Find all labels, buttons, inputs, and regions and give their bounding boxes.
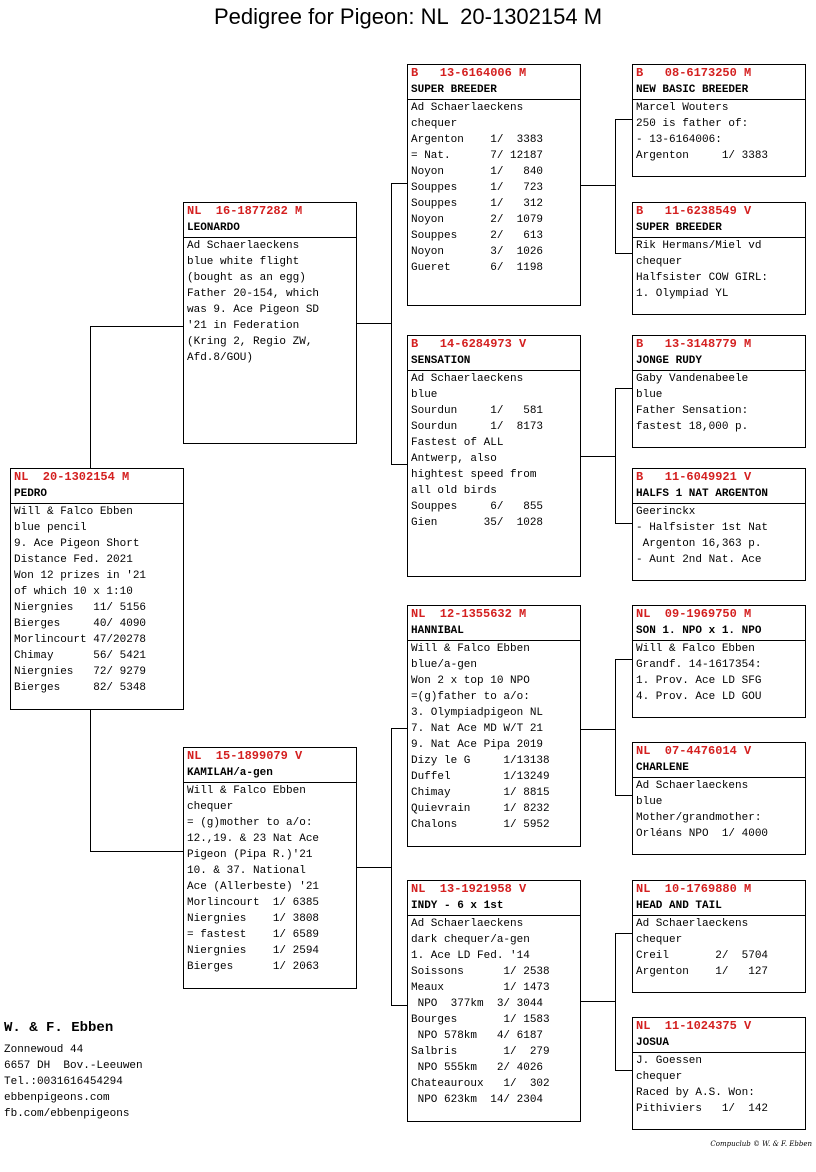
pigeon-detail-line: Pithiviers 1/ 142 (636, 1103, 769, 1115)
pigeon-name: INDY - 6 x 1st (408, 898, 580, 916)
pigeon-details (633, 916, 805, 980)
pigeon-name: CHARLENE (633, 760, 805, 778)
pigeon-details (408, 100, 580, 276)
pigeon-detail-line: chequer (636, 1071, 683, 1083)
pigeon-detail-line: Will & Falco Ebben (636, 643, 755, 655)
pigeon-detail-line: Will & Falco Ebben (187, 785, 306, 797)
pigeon-card-sire (183, 202, 357, 444)
ring-number: B 14-6284973 V (411, 337, 527, 351)
pigeon-detail-line: 4. Prov. Ace LD GOU (636, 691, 762, 703)
pigeon-detail-line: was 9. Ace Pigeon SD (187, 304, 320, 316)
pigeon-detail-line: Will & Falco Ebben (14, 506, 133, 518)
pigeon-detail-line: Creil 2/ 5704 (636, 950, 769, 962)
pigeon-detail-line: Bierges 1/ 2063 (187, 961, 320, 973)
pigeon-name: LEONARDO (184, 220, 356, 238)
pigeon-detail-line: Morlincourt 1/ 6385 (187, 897, 320, 909)
breeder-city: 6657 DH Bov.-Leeuwen (4, 1060, 143, 1072)
pigeon-detail-line: chequer (411, 118, 458, 130)
pigeon-details (633, 100, 805, 164)
pigeon-detail-line: Ace (Allerbeste) '21 (187, 881, 320, 893)
pigeon-card-sire-dam (407, 335, 581, 577)
pigeon-detail-line: Ad Schaerlaeckens (187, 240, 300, 252)
pigeon-card-dam-dam (407, 880, 581, 1122)
pigeon-detail-line: Argenton 1/ 3383 (636, 150, 769, 162)
pigeon-detail-line: Bourges 1/ 1583 (411, 1014, 550, 1026)
pigeon-detail-line: (Kring 2, Regio ZW, (187, 336, 313, 348)
breeder-website: ebbenpigeons.com (4, 1092, 110, 1104)
pigeon-details (408, 916, 580, 1108)
pigeon-detail-line: 7. Nat Ace MD W/T 21 (411, 723, 544, 735)
pigeon-details (408, 371, 580, 531)
pigeon-detail-line: Duffel 1/13249 (411, 771, 550, 783)
pigeon-detail-line: (bought as an egg) (187, 272, 306, 284)
pigeon-detail-line: blue (636, 796, 663, 808)
pigeon-detail-line: Noyon 3/ 1026 (411, 246, 544, 258)
pigeon-detail-line: - 13-6164006: (636, 134, 722, 146)
pigeon-detail-line: NPO 578km 4/ 6187 (411, 1030, 544, 1042)
pigeon-details (633, 371, 805, 435)
pigeon-detail-line: Mother/grandmother: (636, 812, 762, 824)
pigeon-card-ggp-8 (632, 1017, 806, 1130)
pigeon-detail-line: Grandf. 14-1617354: (636, 659, 762, 671)
pigeon-detail-line: Salbris 1/ 279 (411, 1046, 550, 1058)
pigeon-detail-line: hightest speed from (411, 469, 537, 481)
pigeon-detail-line: =(g)father to a/o: (411, 691, 530, 703)
copyright-footer: Compuclub © W. & F. Ebben (710, 1140, 812, 1148)
pigeon-name: HANNIBAL (408, 623, 580, 641)
pigeon-detail-line: Bierges 82/ 5348 (14, 682, 147, 694)
pigeon-detail-line: 1. Olympiad YL (636, 288, 729, 300)
pigeon-card-ggp-6 (632, 742, 806, 855)
pigeon-detail-line: Noyon 2/ 1079 (411, 214, 544, 226)
pigeon-detail-line: Morlincourt 47/20278 (14, 634, 147, 646)
pigeon-detail-line: 9. Ace Pigeon Short (14, 538, 140, 550)
pigeon-details (184, 783, 356, 975)
pigeon-card-ggp-4 (632, 468, 806, 581)
pigeon-detail-line: Chimay 56/ 5421 (14, 650, 147, 662)
pigeon-detail-line: Distance Fed. 2021 (14, 554, 133, 566)
pigeon-details (633, 504, 805, 568)
pigeon-detail-line: Soissons 1/ 2538 (411, 966, 550, 978)
breeder-facebook: fb.com/ebbenpigeons (4, 1108, 130, 1120)
pigeon-detail-line: blue/a-gen (411, 659, 478, 671)
pigeon-detail-line: Niergnies 11/ 5156 (14, 602, 147, 614)
ring-number: NL 16-1877282 M (187, 204, 303, 218)
pigeon-detail-line: blue (636, 389, 663, 401)
pigeon-detail-line: Sourdun 1/ 8173 (411, 421, 544, 433)
pigeon-detail-line: Chimay 1/ 8815 (411, 787, 550, 799)
pigeon-detail-line: - Halfsister 1st Nat (636, 522, 769, 534)
pigeon-detail-line: Orléans NPO 1/ 4000 (636, 828, 769, 840)
pigeon-detail-line: = Nat. 7/ 12187 (411, 150, 544, 162)
ring-number: NL 20-1302154 M (14, 470, 130, 484)
ring-number: B 13-3148779 M (636, 337, 752, 351)
pigeon-detail-line: - Aunt 2nd Nat. Ace (636, 554, 762, 566)
pigeon-details (633, 1053, 805, 1117)
pigeon-detail-line: Chalons 1/ 5952 (411, 819, 550, 831)
pigeon-detail-line: Pigeon (Pipa R.)'21 (187, 849, 313, 861)
pigeon-detail-line: Fastest of ALL (411, 437, 504, 449)
pigeon-card-dam (183, 747, 357, 989)
pigeon-detail-line: Gueret 6/ 1198 (411, 262, 544, 274)
pigeon-detail-line: Ad Schaerlaeckens (636, 918, 749, 930)
pigeon-detail-line: Ad Schaerlaeckens (411, 918, 524, 930)
pigeon-detail-line: 1. Ace LD Fed. '14 (411, 950, 530, 962)
pigeon-detail-line: Souppes 1/ 312 (411, 198, 544, 210)
pigeon-detail-line: Dizy le G 1/13138 (411, 755, 550, 767)
ring-number: NL 13-1921958 V (411, 882, 527, 896)
pigeon-detail-line: Will & Falco Ebben (411, 643, 530, 655)
pigeon-name: JOSUA (633, 1035, 805, 1053)
pigeon-card-subject (10, 468, 184, 710)
pigeon-detail-line: Bierges 40/ 4090 (14, 618, 147, 630)
ring-number: NL 15-1899079 V (187, 749, 303, 763)
pigeon-detail-line: Rik Hermans/Miel vd (636, 240, 762, 252)
ring-number: B 11-6049921 V (636, 470, 752, 484)
pigeon-detail-line: Halfsister COW GIRL: (636, 272, 769, 284)
pigeon-detail-line: Argenton 16,363 p. (636, 538, 762, 550)
pigeon-detail-line: chequer (636, 934, 683, 946)
pigeon-detail-line: Won 12 prizes in '21 (14, 570, 147, 582)
pigeon-detail-line: blue pencil (14, 522, 87, 534)
pigeon-details (633, 641, 805, 705)
pigeon-detail-line: Afd.8/GOU) (187, 352, 254, 364)
breeder-address: Zonnewoud 44 (4, 1044, 84, 1056)
pigeon-name: PEDRO (11, 486, 183, 504)
breeder-phone: Tel.:0031616454294 (4, 1076, 123, 1088)
pigeon-name: HALFS 1 NAT ARGENTON (633, 486, 805, 504)
ring-number: B 13-6164006 M (411, 66, 527, 80)
pigeon-detail-line: Antwerp, also (411, 453, 497, 465)
pigeon-detail-line: blue (411, 389, 438, 401)
ring-number: NL 11-1024375 V (636, 1019, 752, 1033)
pigeon-detail-line: Souppes 6/ 855 (411, 501, 544, 513)
pigeon-card-ggp-3 (632, 335, 806, 448)
pigeon-detail-line: Father 20-154, which (187, 288, 320, 300)
pigeon-detail-line: Niergnies 1/ 2594 (187, 945, 320, 957)
pigeon-detail-line: Gien 35/ 1028 (411, 517, 544, 529)
pigeon-detail-line: chequer (187, 801, 234, 813)
pigeon-detail-line: Niergnies 1/ 3808 (187, 913, 320, 925)
pigeon-card-ggp-1 (632, 64, 806, 177)
pigeon-card-ggp-7 (632, 880, 806, 993)
pigeon-name: SUPER BREEDER (408, 82, 580, 100)
pigeon-name: SENSATION (408, 353, 580, 371)
pigeon-detail-line: Noyon 1/ 840 (411, 166, 544, 178)
pigeon-detail-line: = fastest 1/ 6589 (187, 929, 320, 941)
pigeon-card-ggp-2 (632, 202, 806, 315)
pigeon-details (408, 641, 580, 833)
pigeon-detail-line: 9. Nat Ace Pipa 2019 (411, 739, 544, 751)
pigeon-name: HEAD AND TAIL (633, 898, 805, 916)
pigeon-detail-line: = (g)mother to a/o: (187, 817, 313, 829)
ring-number: B 11-6238549 V (636, 204, 752, 218)
pigeon-details (633, 778, 805, 842)
pigeon-detail-line: NPO 377km 3/ 3044 (411, 998, 544, 1010)
pigeon-detail-line: fastest 18,000 p. (636, 421, 749, 433)
pigeon-detail-line: blue white flight (187, 256, 300, 268)
ring-number: B 08-6173250 M (636, 66, 752, 80)
pigeon-name: KAMILAH/a-gen (184, 765, 356, 783)
pigeon-detail-line: dark chequer/a-gen (411, 934, 530, 946)
pigeon-detail-line: Souppes 1/ 723 (411, 182, 544, 194)
pigeon-detail-line: Argenton 1/ 3383 (411, 134, 544, 146)
pigeon-detail-line: Sourdun 1/ 581 (411, 405, 544, 417)
pigeon-details (184, 238, 356, 366)
ring-number: NL 10-1769880 M (636, 882, 752, 896)
pigeon-detail-line: Ad Schaerlaeckens (411, 373, 524, 385)
pigeon-detail-line: Chateauroux 1/ 302 (411, 1078, 550, 1090)
pigeon-detail-line: Niergnies 72/ 9279 (14, 666, 147, 678)
pigeon-name: SUPER BREEDER (633, 220, 805, 238)
pigeon-detail-line: Ad Schaerlaeckens (636, 780, 749, 792)
pigeon-detail-line: J. Goessen (636, 1055, 703, 1067)
pigeon-detail-line: all old birds (411, 485, 497, 497)
pigeon-detail-line: Geerinckx (636, 506, 696, 518)
pigeon-detail-line: Gaby Vandenabeele (636, 373, 749, 385)
pigeon-details (633, 238, 805, 302)
pigeon-detail-line: 1. Prov. Ace LD SFG (636, 675, 762, 687)
pigeon-detail-line: NPO 555km 2/ 4026 (411, 1062, 544, 1074)
pigeon-detail-line: of which 10 x 1:10 (14, 586, 133, 598)
pigeon-card-ggp-5 (632, 605, 806, 718)
pigeon-detail-line: Argenton 1/ 127 (636, 966, 769, 978)
pigeon-name: JONGE RUDY (633, 353, 805, 371)
page-title: Pedigree for Pigeon: NL 20-1302154 M (213, 4, 603, 29)
pigeon-detail-line: 10. & 37. National (187, 865, 306, 877)
pigeon-detail-line: 3. Olympiadpigeon NL (411, 707, 544, 719)
pigeon-detail-line: 12.,19. & 23 Nat Ace (187, 833, 320, 845)
pigeon-detail-line: Souppes 2/ 613 (411, 230, 544, 242)
pigeon-detail-line: chequer (636, 256, 683, 268)
pigeon-name: SON 1. NPO x 1. NPO (633, 623, 805, 641)
ring-number: NL 09-1969750 M (636, 607, 752, 621)
pigeon-detail-line: Quievrain 1/ 8232 (411, 803, 550, 815)
pigeon-detail-line: Raced by A.S. Won: (636, 1087, 755, 1099)
pigeon-detail-line: 250 is father of: (636, 118, 749, 130)
ring-number: NL 12-1355632 M (411, 607, 527, 621)
pigeon-card-dam-sire (407, 605, 581, 847)
pigeon-detail-line: Marcel Wouters (636, 102, 729, 114)
pigeon-details (11, 504, 183, 696)
pigeon-detail-line: Won 2 x top 10 NPO (411, 675, 530, 687)
ring-number: NL 07-4476014 V (636, 744, 752, 758)
pigeon-detail-line: Ad Schaerlaeckens (411, 102, 524, 114)
pigeon-card-sire-sire (407, 64, 581, 306)
breeder-info (4, 1018, 143, 1122)
pigeon-detail-line: Meaux 1/ 1473 (411, 982, 550, 994)
breeder-name: W. & F. Ebben (4, 1020, 114, 1036)
pigeon-detail-line: Father Sensation: (636, 405, 749, 417)
pigeon-detail-line: NPO 623km 14/ 2304 (411, 1094, 544, 1106)
pigeon-name: NEW BASIC BREEDER (633, 82, 805, 100)
pigeon-detail-line: '21 in Federation (187, 320, 300, 332)
